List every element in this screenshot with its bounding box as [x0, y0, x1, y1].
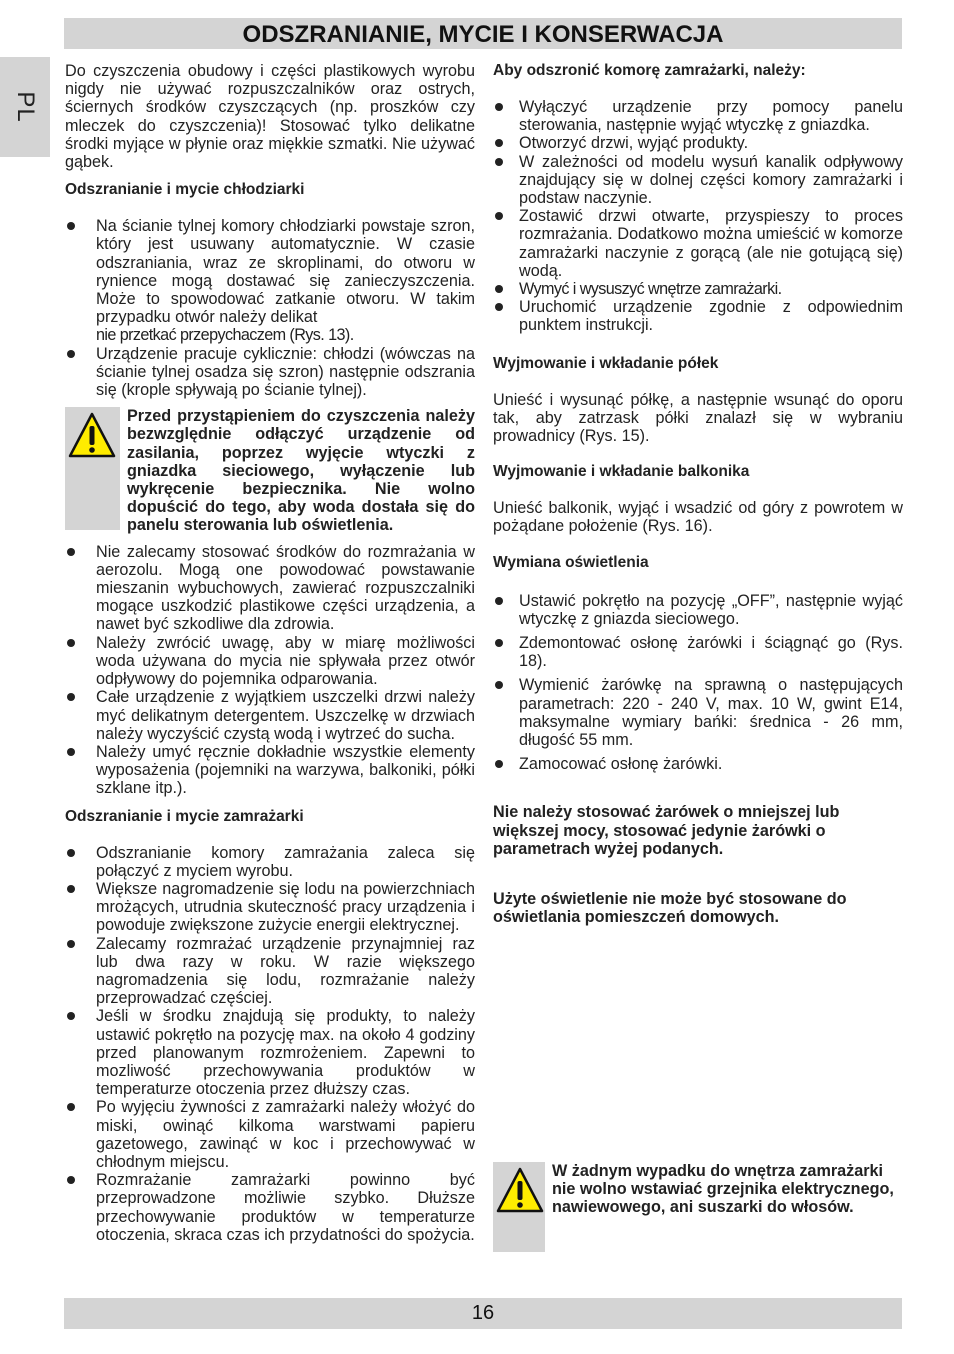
- list-item: W zależności od modelu wysuń kanalik odpływowy znajdujący się w dolnej części komory zamrażarki i podstaw naczynie.: [493, 153, 903, 208]
- language-tab: [0, 57, 50, 157]
- warning-box-heater: [493, 1162, 903, 1252]
- page-number: 16: [64, 1298, 902, 1329]
- fridge-item-tail: nie przetkać przepychaczem (Rys. 13).: [96, 326, 354, 345]
- list-item: Urządzenie pracuje cyklicznie: chłodzi (wówczas na ścianie tylnej osadza się szron) następnie odszrania się (krople spływają po ścianie tylnej).: [65, 345, 475, 400]
- page-title: ODSZRANIANIE, MYCIE I KONSERWACJA: [64, 18, 902, 49]
- language-code: PL: [12, 91, 39, 123]
- fridge-list: [65, 217, 475, 399]
- bulb-note: Nie należy stosować żarówek o mniejszej lub większej mocy, stosować jedynie żarówki o parametrach wyżej podanych.: [493, 803, 840, 858]
- list-item: Nie zalecamy stosować środków do rozmrażania w aerozolu. Mogą one powodować powstawanie mieszanin wybuchowych, zawierać rozpuszczalniki mogące uszkodzić plastikowe części urządzenia, a nawet być szkodliwe dla zdrowia.: [65, 543, 475, 634]
- list-item: Zostawić drzwi otwarte, przyspieszy to proces rozmrażania. Dodatkowo można umieścić w komorze zamrażarki naczynie z gorącą (ale nie gotującą się) wodą.: [493, 207, 903, 280]
- balcony-text: Unieść balkonik, wyjąć i wsadzić od góry z powrotem w pożądane położenie (Rys. 16).: [493, 499, 903, 536]
- fridge-item-text: Na ścianie tylnej komory chłodziarki powstaje szron, który jest usuwany automatycznie. W czasie odszraniania, wraz ze skroplinami, do otworu w rynience mogą dostawać się zanieczyszczenia. Może to spowodować zatkanie otworu. W takim przypadku otwór należy delikat: [96, 217, 475, 327]
- shelves-heading: Wyjmowanie i wkładanie półek: [493, 354, 719, 372]
- list-item: Po wyjęciu żywności z zamrażarki należy włożyć do miski, owinąć kilkoma warstwami papieru gazetowego, zawinąć w koc i przechowywać w chłodnym miejscu.: [65, 1098, 475, 1171]
- list-item: Uruchomić urządzenie zgodnie z odpowiednim punktem instrukcji.: [493, 298, 903, 334]
- list-item: Należy zwrócić uwagę, aby w miarę możliwości woda używana do mycia nie spływała przez otwór odpływowy do pojemnika odparowania.: [65, 634, 475, 689]
- list-item: Wyłączyć urządzenie przy pomocy panelu sterowania, następnie wyjąć wtyczkę z gniazdka.: [493, 98, 903, 134]
- fridge-heading: Odszranianie i mycie chłodziarki: [65, 181, 305, 199]
- list-item: Wymyć i wysuszyć wnętrze zamrażarki.: [493, 280, 903, 298]
- list-item: Odszranianie komory zamrażania zaleca się połączyć z myciem wyrobu.: [65, 844, 475, 880]
- list-item: Wymienić żarówkę na sprawną o następujących parametrach: 220 - 240 V, max. 10 W, gwint E14, maksymalne wymiary bańki: średnica - 26 mm, długość 55 mm.: [493, 676, 903, 749]
- left-column: [65, 62, 475, 1244]
- list-item: Zamocować osłonę żarówki.: [493, 755, 903, 773]
- warning-icon-panel: [65, 407, 120, 530]
- freezer-heading: Odszranianie i mycie zamrażarki: [65, 807, 304, 825]
- warning-box: [65, 407, 475, 534]
- light-heading: Wymiana oświetlenia: [493, 553, 649, 571]
- shelves-text: Unieść i wysunąć półkę, a następnie wsunąć do oporu tak, aby zatrzask półki znalazł się w wybraniu prowadnicy (Rys. 15).: [493, 390, 903, 446]
- defrost-list: [493, 98, 903, 335]
- list-item: Zdemontować osłonę żarówki i ściągnąć go (Rys. 18).: [493, 634, 903, 670]
- list-item: Większe nagromadzenie się lodu na powierzchniach mrożących, utrudnia skuteczność pracy urządzenia i powoduje zwiększone zużycie energii elektrycznej.: [65, 880, 475, 935]
- freezer-list: [65, 844, 475, 1244]
- list-item: Ustawić pokrętło na pozycję „OFF”, następnie wyjąć wtyczkę z gniazda sieciowego.: [493, 592, 903, 628]
- list-item: Otworzyć drzwi, wyjąć produkty.: [493, 134, 903, 152]
- warning-triangle-icon: [495, 1166, 545, 1216]
- light-list: [493, 592, 903, 774]
- list-item: Jeśli w środku znajdują się produkty, to należy ustawić pokrętło na pozycję max. na około 4 godziny przed planowanym rozmrożeniem. Zapewni to mozliwość przechowywania produktów w temperaturze otoczenia przez dłuższy czas.: [65, 1007, 475, 1098]
- list-item: Zalecamy rozmrażać urządzenie przynajmniej raz lub dwa razy w roku. W razie większego nagromadzenia się lodu, rozmrażanie należy przeprowadzać częściej.: [65, 935, 475, 1008]
- list-item: Rozmrażanie zamrażarki powinno być przeprowadzone możliwie szybko. Dłuższe przechowywanie produktów w temperaturze otoczenia, skraca czas ich przydatności do spożycia.: [65, 1171, 475, 1244]
- light-note: Użyte oświetlenie nie może być stosowane do oświetlania pomieszczeń domowych.: [493, 890, 847, 927]
- cleaning-list: [65, 543, 475, 798]
- intro-paragraph: Do czyszczenia obudowy i części plastikowych wyrobu nigdy nie używać rozpuszczalników oraz ostrych, ściernych środków czyszczących (np. proszków czy mleczek do czyszczenia)! Stosować tylko delikatne środki myjące w płynie oraz miękkie szmatki. Nie używać gąbek.: [65, 62, 475, 172]
- balcony-heading: Wyjmowanie i wkładanie balkonika: [493, 463, 750, 481]
- heater-warning-text: W żadnym wypadku do wnętrza zamrażarki nie wolno wstawiać grzejnika elektrycznego, nawiewowego, ani suszarki do włosów.: [552, 1162, 894, 1217]
- warning-text: Przed przystąpieniem do czyszczenia należy bezwzględnie odłączyć urządzenie od zasilania, poprzez wyjęcie wtyczki z gniazdka sieciowego, wyłączenie lub wykręcenie bezpiecznika. Nie wolno dopuścić do tego, aby woda dostała się do panelu sterowania lub oświetlenia.: [127, 407, 475, 535]
- list-item: Należy umyć ręcznie dokładnie wszystkie elementy wyposażenia (pojemniki na warzywa, balkoniki, półki szklane itp.).: [65, 743, 475, 798]
- defrost-heading: Aby odszronić komorę zamrażarki, należy:: [493, 62, 806, 79]
- warning-icon-panel: [493, 1162, 545, 1252]
- right-column: [493, 62, 903, 927]
- warning-triangle-icon: [67, 411, 117, 461]
- list-item: Całe urządzenie z wyjątkiem uszczelki drzwi należy myć delikatnym detergentem. Uszczelkę w drzwiach należy wyczyścić czystą wodą i wytrzeć do sucha.: [65, 688, 475, 743]
- list-item: [65, 217, 475, 344]
